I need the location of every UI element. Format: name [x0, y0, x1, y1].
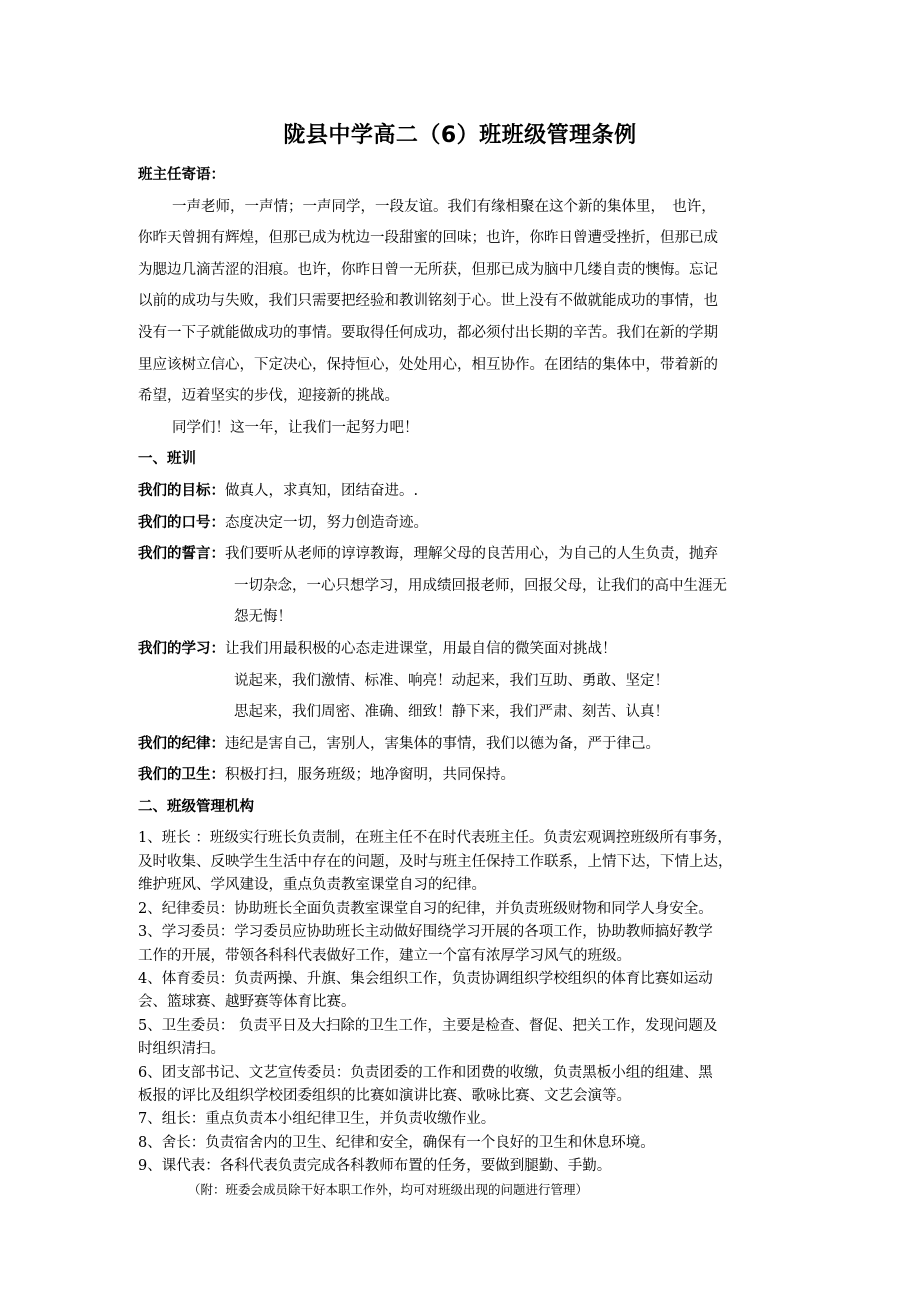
- management-note: （附：班委会成员除干好本职工作外，均可对班级出现的问题进行管理）: [188, 1181, 589, 1197]
- management-line: 3、学习委员：学习委员应协助班长主动做好围绕学习开展的各项工作，协助教师搞好教学: [138, 924, 713, 941]
- oath-label: 我们的誓言：: [138, 546, 225, 563]
- management-line: 工作的开展，带领各科科代表做好工作，建立一个富有浓厚学习风气的班级。: [138, 947, 631, 964]
- hygiene-row: [138, 760, 780, 792]
- greeting-line: 你昨天曾拥有辉煌，但那已成为枕边一段甜蜜的回味；也许，你昨日曾遭受挫折，但那已成: [138, 230, 718, 247]
- discipline-row: [138, 729, 780, 761]
- management-line: 8、舍长：负责宿舍内的卫生、纪律和安全，确保有一个良好的卫生和休息环境。: [138, 1134, 655, 1151]
- greeting-line: 希望，迈着坚实的步伐，迎接新的挑战。: [138, 388, 399, 405]
- goal-text: 做真人，求真知，团结奋进。.: [225, 482, 419, 499]
- management-line: 6、团支部书记、文艺宣传委员：负责团委的工作和团费的收缴，负责黑板小组的组建、黑: [138, 1064, 713, 1081]
- oath-row: [138, 539, 780, 571]
- section-heading-class-motto: 一、班训: [138, 451, 196, 468]
- management-line: 5、卫生委员： 负责平日及大扫除的卫生工作，主要是检查、督促、把关工作，发现问题及: [138, 1017, 718, 1034]
- management-line: 9、课代表：各科代表负责完成各科教师布置的任务，要做到腿勤、手勤。: [138, 1158, 612, 1175]
- hygiene-text: 积极打扫，服务班级；地净窗明，共同保持。: [225, 767, 515, 784]
- greeting-line: 里应该树立信心，下定决心，保持恒心，处处用心，相互协作。在团结的集体中，带着新的: [138, 356, 718, 373]
- study-row: [138, 634, 780, 666]
- management-line: 2、纪律委员：协助班长全面负责教室课堂自习的纪律，并负责班级财物和同学人身安全。: [138, 900, 713, 917]
- study-text: 让我们用最积极的心态走进课堂，用最自信的微笑面对挑战！: [225, 640, 617, 657]
- management-line: 1、班长 ：班级实行班长负责制，在班主任不在时代表班主任。负责宏观调控班级所有事务，: [138, 830, 732, 847]
- discipline-text: 违纪是害自己，害别人，害集体的事情，我们以德为备，严于律己。: [225, 735, 660, 752]
- study-label: 我们的学习：: [138, 640, 225, 657]
- greeting-line: 以前的成功与失败，我们只需要把经验和教训铭刻于心。世上没有不做就能成功的事情，也: [138, 293, 718, 310]
- management-line: 板报的评比及组织学校团委组织的比赛如演讲比赛、歌咏比赛、文艺会演等。: [138, 1087, 631, 1104]
- oath-continuation: 一切杂念，一心只想学习，用成绩回报老师，回报父母，让我们的高中生涯无: [234, 577, 727, 594]
- section-heading-management: 二、班级管理机构: [138, 798, 254, 815]
- discipline-label: 我们的纪律：: [138, 735, 225, 752]
- management-line: 7、组长：重点负责本小组纪律卫生，并负责收缴作业。: [138, 1111, 496, 1128]
- management-line: 维护班风、学风建设，重点负责教室课堂自习的纪律。: [138, 877, 486, 894]
- greeting-line: 没有一下子就能做成功的事情。要取得任何成功，都必须付出长期的辛苦。我们在新的学期: [138, 324, 718, 341]
- greeting-line: 为腮边几滴苦涩的泪痕。也许，你昨日曾一无所获，但那已成为脑中几缕自责的懊悔。忘记: [138, 261, 718, 278]
- slogan-label: 我们的口号：: [138, 514, 225, 531]
- management-line: 及时收集、反映学生生活中存在的问题，及时与班主任保持工作联系，上情下达，下情上达，: [138, 853, 733, 870]
- oath-continuation: 怨无悔！: [234, 609, 292, 626]
- management-line: 4、体育委员：负责两操、升旗、集会组织工作，负责协调组织学校组织的体育比赛如运动: [138, 970, 713, 987]
- slogan-text: 态度决定一切，努力创造奇迹。: [225, 514, 428, 531]
- management-line: 时组织清扫。: [138, 1041, 225, 1058]
- goal-row: [138, 476, 780, 508]
- greeting-heading: 班主任寄语：: [138, 167, 225, 183]
- goal-label: 我们的目标：: [138, 482, 225, 499]
- study-continuation: 说起来，我们激情、标准、响亮！动起来，我们互助、勇敢、坚定！: [234, 672, 669, 689]
- oath-text: 我们要听从老师的谆谆教诲，理解父母的良苦用心，为自己的人生负责，抛弃: [225, 546, 718, 563]
- slogan-row: [138, 508, 780, 540]
- greeting-closing: 同学们！这一年，让我们一起努力吧！: [172, 419, 419, 436]
- greeting-line: 一声老师，一声情；一声同学，一段友谊。我们有缘相聚在这个新的集体里， 也许，: [172, 198, 716, 215]
- study-continuation: 思起来，我们周密、准确、细致！静下来，我们严肃、刻苦、认真！: [234, 704, 669, 721]
- hygiene-label: 我们的卫生：: [138, 767, 225, 784]
- document-body: [138, 160, 780, 1201]
- document-title: 陇县中学高二（6）班班级管理条例: [283, 123, 637, 148]
- management-line: 会、篮球赛、越野赛等体育比赛。: [138, 994, 356, 1011]
